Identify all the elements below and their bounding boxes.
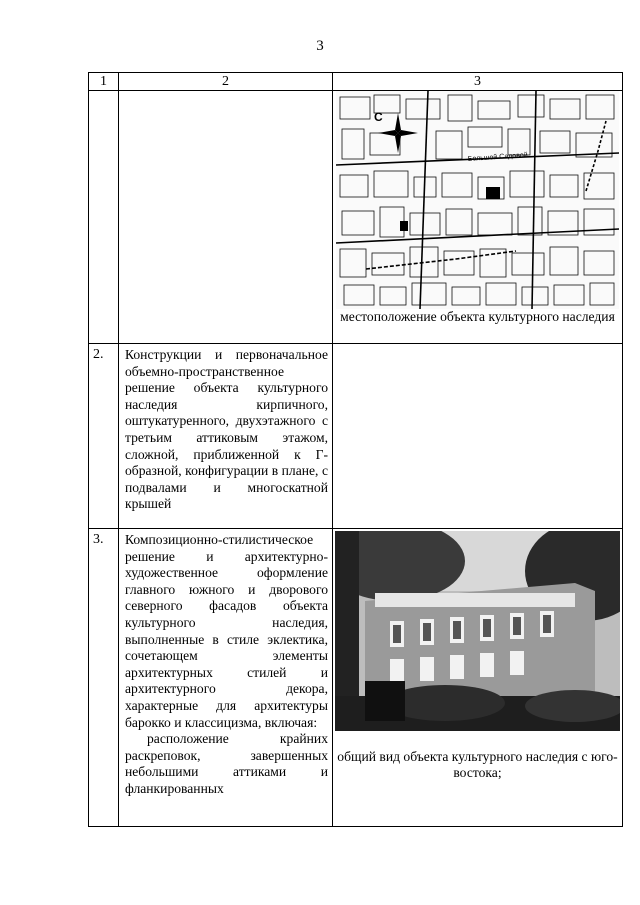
- map-caption: местоположение объекта культурного наследия: [340, 309, 615, 324]
- row-number: [89, 91, 119, 344]
- building-photo-drawing: [335, 531, 620, 731]
- table-row: [89, 91, 623, 344]
- description-paragraph: Конструкции и первоначальное объемно-пространственное решение объекта культурного наследия кирпичного, оштукатуренного, двухэтажного с третьим аттиковым этажом, сложной, приближенной к Г-образной, конфигурации в плане, с подвалами и многоскатной крышей: [125, 347, 328, 512]
- row-number: 3.: [89, 529, 119, 827]
- table-row: [89, 529, 623, 827]
- description-paragraph: Композиционно-стилистическое решение и архитектурно-художественное оформление главного южного и дворового северного фасадов объекта культурного наследия, выполненные в стиле эклектика, сочетающем элементы архитектурных стилей и архитектурного декора, характерные для архитектуры барокко и классицизма, включая:: [125, 532, 328, 730]
- cadastral-map-drawing: [336, 91, 619, 309]
- compass-north-label: С: [374, 110, 383, 124]
- table-header-row: [89, 73, 623, 91]
- table-row: [89, 344, 623, 529]
- header-col-1: 1: [89, 73, 119, 91]
- row-image-cell: [333, 344, 623, 529]
- row-description: [119, 91, 333, 344]
- heritage-table: [88, 72, 623, 827]
- street-label: Большой Садовой: [467, 151, 528, 163]
- row-image-cell: [333, 529, 623, 827]
- location-map-image: [336, 91, 619, 309]
- row-description: [119, 529, 333, 827]
- row-description: [119, 344, 333, 529]
- photo-caption: общий вид объекта культурного наследия с юго-востока;: [337, 749, 618, 780]
- page-number: 3: [316, 38, 324, 54]
- building-photo-image: [335, 531, 620, 731]
- row-image-cell: [333, 91, 623, 344]
- row-number: 2.: [89, 344, 119, 529]
- description-paragraph: расположение крайних раскреповок, завершенных небольшими аттиками и фланкированных: [125, 731, 328, 796]
- header-col-2: 2: [119, 73, 333, 91]
- header-col-3: 3: [333, 73, 623, 91]
